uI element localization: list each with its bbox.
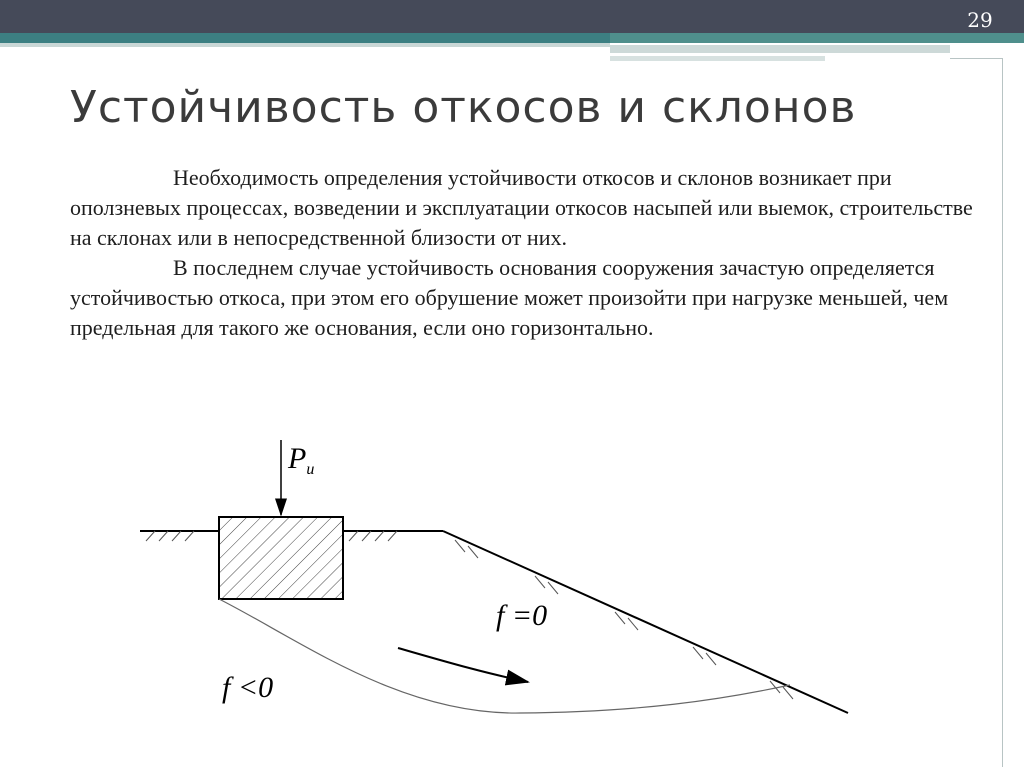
header-bar xyxy=(0,0,1024,33)
accent-stripe xyxy=(610,33,1024,43)
accent-stripe xyxy=(0,33,610,43)
rotation-arrow xyxy=(398,648,528,682)
load-label: $P_u$ xyxy=(288,442,315,478)
label-f-zero: f =0 xyxy=(496,599,548,632)
slope-stability-diagram xyxy=(0,430,1024,767)
body-text xyxy=(70,163,990,343)
label-f-negative: f <0 xyxy=(222,671,274,704)
page-title: Устойчивость откосов и склонов xyxy=(70,82,857,133)
frame-line xyxy=(950,58,1002,59)
accent-stripe xyxy=(610,45,950,53)
slide-number: 29 xyxy=(967,8,993,32)
foundation-block xyxy=(219,517,343,599)
paragraph: Необходимость определения устойчивости откосов и склонов возникает при оползневых процессах, возведении и эксплуатации откосов насыпей или выемок, строительстве на склонах или в непосредственной близости от них. xyxy=(70,165,973,250)
paragraph: В последнем случае устойчивость основания сооружения зачастую определяется устойчивостью откоса, при этом его обрушение может произойти при нагрузке меньшей, чем предельная для такого же основания, если оно горизонтально. xyxy=(70,255,949,340)
accent-stripe xyxy=(610,56,825,61)
accent-stripe xyxy=(0,43,610,47)
